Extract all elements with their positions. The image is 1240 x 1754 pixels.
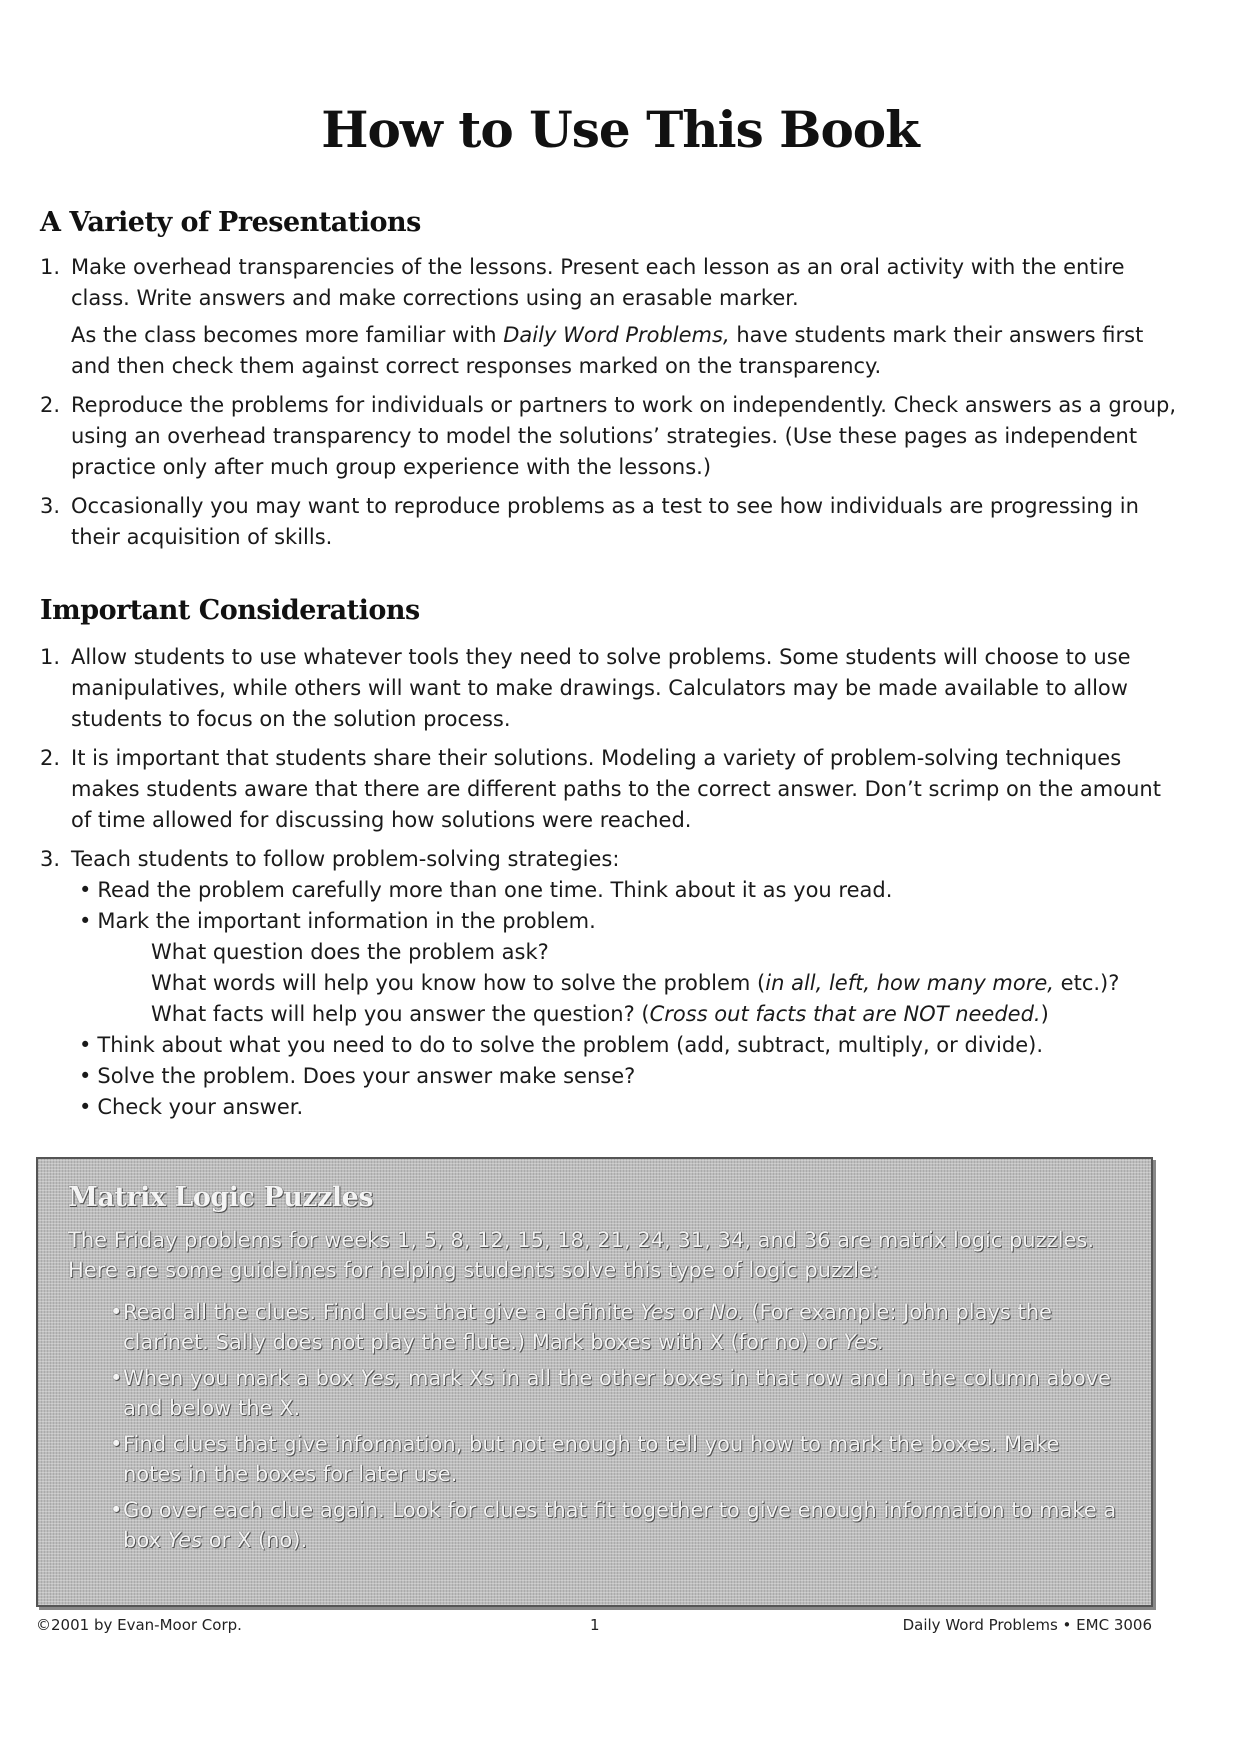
question-italic: in all, left, how many more, (765, 971, 1054, 995)
strategy-bullet: • Mark the important information in the problem. (71, 906, 1180, 937)
footer-copyright: ©2001 by Evan-Moor Corp. (36, 1616, 242, 1634)
guideline-text: mark Xs in all the other boxes in that row and in the column above and below the X. (123, 1366, 1111, 1420)
variety-item-2 (40, 390, 1180, 483)
item-text: Make overhead transparencies of the lessons. Present each lesson as an oral activity with the entire class. Write answers and make corrections using an erasable marker. (71, 255, 1125, 310)
question-italic: Cross out facts that are NOT needed. (649, 1002, 1041, 1026)
variety-list (40, 252, 1180, 561)
guideline-italic: Yes, (360, 1366, 402, 1390)
matrix-guideline-1 (68, 1297, 1121, 1357)
considerations-list (40, 642, 1180, 1131)
question-text: What words will help you know how to solve the problem ( (151, 971, 766, 995)
guideline-text: or X (no). (202, 1528, 308, 1552)
matrix-guideline-4 (68, 1495, 1121, 1555)
matrix-logic-box (36, 1157, 1153, 1607)
guideline-italic: Yes (640, 1300, 675, 1324)
question-text: etc.)? (1053, 971, 1120, 995)
question-text: ) (1040, 1002, 1049, 1026)
guideline-italic: Yes (167, 1528, 203, 1552)
considerations-item-2 (40, 743, 1180, 836)
item-text: Allow students to use whatever tools they need to solve problems. Some students will choose to use manipulatives, while others will want to make drawings. Calculators may be made available to allow students to focus on the solution process. (71, 645, 1131, 731)
question-text: What facts will help you answer the question? ( (151, 1002, 650, 1026)
strategy-question: What question does the problem ask? (151, 940, 549, 964)
strategy-question (71, 999, 1180, 1030)
matrix-guideline-2 (68, 1363, 1121, 1423)
footer-page-number: 1 (590, 1616, 600, 1634)
guideline-text: When you mark a box (123, 1366, 361, 1390)
strategy-bullet: • Think about what you need to do to solve the problem (add, subtract, multiply, or divide). (71, 1030, 1180, 1061)
considerations-item-3 (40, 844, 1180, 1123)
guideline-text: (For example: John plays the clarinet. Sally does not play the flute.) Mark boxes with X (for no) or (123, 1300, 1052, 1354)
considerations-item-1 (40, 642, 1180, 735)
strategy-bullet: • Read the problem carefully more than one time. Think about it as you read. (71, 875, 1180, 906)
variety-item-1 (40, 252, 1180, 382)
guideline-text: Read all the clues. Find clues that give a definite (123, 1300, 641, 1324)
item-text: It is important that students share their solutions. Modeling a variety of problem-solving techniques makes students aware that there are different paths to the correct answer. Don’t scrimp on the amount of time allowed for discussing how solutions were reached. (71, 746, 1161, 832)
item-number: 2. (40, 746, 61, 770)
matrix-guideline-3: • Find clues that give information, but not enough to tell you how to mark the boxes. Make notes in the boxes for later use. (68, 1429, 1121, 1489)
strategy-question (71, 968, 1180, 999)
matrix-intro: The Friday problems for weeks 1, 5, 8, 12, 15, 18, 21, 24, 31, 34, and 36 are matrix logic puzzles. Here are some guidelines for helping students solve this type of logic puzzle: (68, 1228, 1095, 1282)
para-text: As the class becomes more familiar with (71, 323, 504, 347)
item-text: Occasionally you may want to reproduce problems as a test to see how individuals are progressing in their acquisition of skills. (71, 494, 1139, 549)
item-number: 3. (40, 494, 61, 518)
item-paragraph (71, 320, 1180, 382)
matrix-title: Matrix Logic Puzzles (68, 1182, 374, 1213)
guideline-italic: No. (709, 1300, 745, 1324)
item-number: 2. (40, 393, 61, 417)
strategy-bullet: • Check your answer. (71, 1092, 1180, 1123)
para-text: have students mark their answers first and then check them against correct responses marked on the transparency. (71, 323, 1144, 378)
item-number: 3. (40, 847, 61, 871)
item-text: Teach students to follow problem-solving strategies: (71, 847, 620, 871)
footer-book-code: Daily Word Problems • EMC 3006 (902, 1616, 1152, 1634)
item-text: Reproduce the problems for individuals or partners to work on independently. Check answers as a group, using an overhead transparency to model the solutions’ strategies. (Use these pages as independent practice only after much group experience with the lessons.) (71, 393, 1177, 479)
guideline-italic: Yes. (843, 1330, 885, 1354)
guideline-text: or (674, 1300, 710, 1324)
guideline-text: Go over each clue again. Look for clues that fit together to give enough information to make a box (123, 1498, 1117, 1552)
page-title: How to Use This Book (321, 100, 919, 159)
strategy-bullet: • Solve the problem. Does your answer make sense? (71, 1061, 1180, 1092)
item-number: 1. (40, 645, 61, 669)
item-number: 1. (40, 255, 61, 279)
variety-heading: A Variety of Presentations (40, 207, 421, 238)
book-title-italic: Daily Word Problems, (503, 323, 730, 347)
considerations-heading: Important Considerations (40, 595, 420, 626)
variety-item-3 (40, 491, 1180, 553)
